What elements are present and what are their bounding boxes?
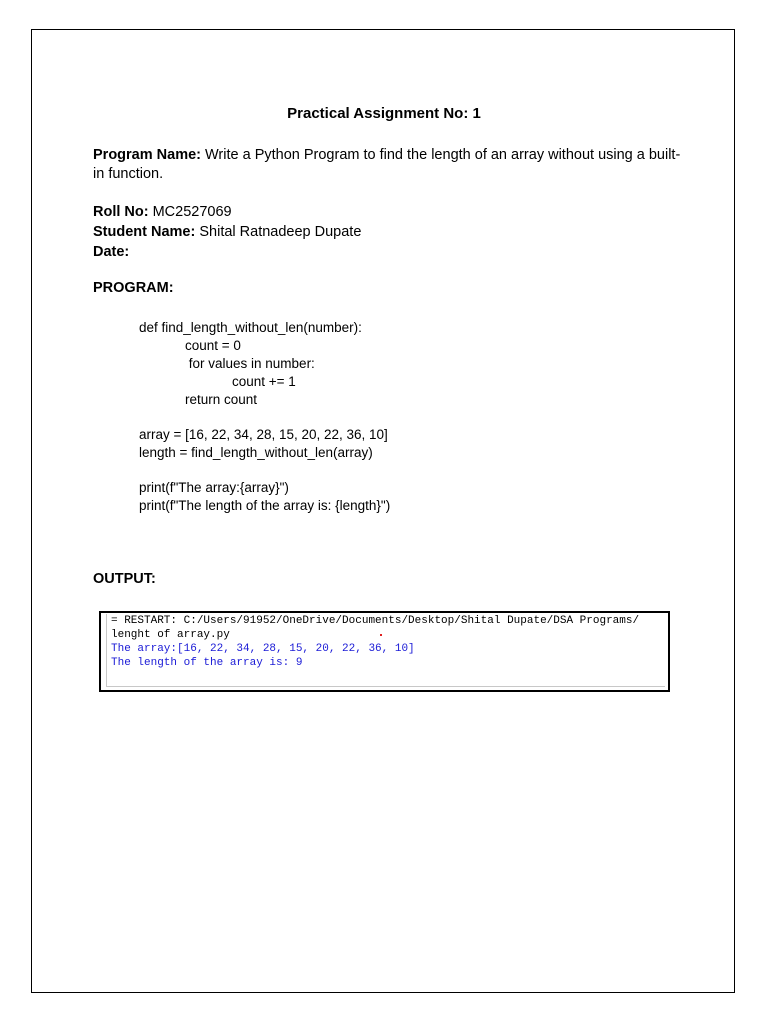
student-name-line (93, 223, 683, 242)
program-heading: PROGRAM: (93, 280, 174, 296)
output-heading: OUTPUT: (93, 571, 156, 587)
program-name-value: Write a Python Program to find the length of an array without using a built-in function. (93, 147, 681, 182)
output-line-array: The array:[16, 22, 34, 28, 15, 20, 22, 36, 10] (111, 643, 415, 655)
code-line: print(f"The length of the array is: {length}") (139, 498, 391, 513)
code-line: for values in number: (185, 356, 315, 371)
code-line: array = [16, 22, 34, 28, 15, 20, 22, 36, 10] (139, 427, 388, 442)
cursor-dot (380, 634, 382, 636)
output-line-filename: lenght of array.py (111, 629, 230, 641)
program-name-label: Program Name: (93, 147, 201, 163)
student-name-label: Student Name: (93, 224, 196, 240)
code-line: count += 1 (232, 374, 296, 389)
code-line: count = 0 (185, 338, 241, 353)
roll-no-value: MC2527069 (148, 204, 232, 220)
roll-no-line (93, 203, 683, 222)
date-line (93, 243, 683, 262)
date-label: Date: (93, 244, 130, 260)
code-line: return count (185, 392, 258, 407)
program-name-paragraph (93, 146, 683, 184)
assignment-title: Practical Assignment No: 1 (287, 105, 481, 122)
student-name-value: Shital Ratnadeep Dupate (195, 224, 362, 240)
shell-output-area (106, 614, 665, 687)
roll-no-label: Roll No: (93, 204, 149, 220)
output-screenshot (99, 611, 670, 692)
output-line-restart: = RESTART: C:/Users/91952/OneDrive/Documents/Desktop/Shital Dupate/DSA Programs/ (111, 615, 640, 627)
code-line: length = find_length_without_len(array) (139, 445, 373, 460)
code-line: def find_length_without_len(number): (139, 320, 362, 335)
output-line-length: The length of the array is: 9 (111, 657, 303, 669)
code-line: print(f"The array:{array}") (139, 480, 289, 495)
